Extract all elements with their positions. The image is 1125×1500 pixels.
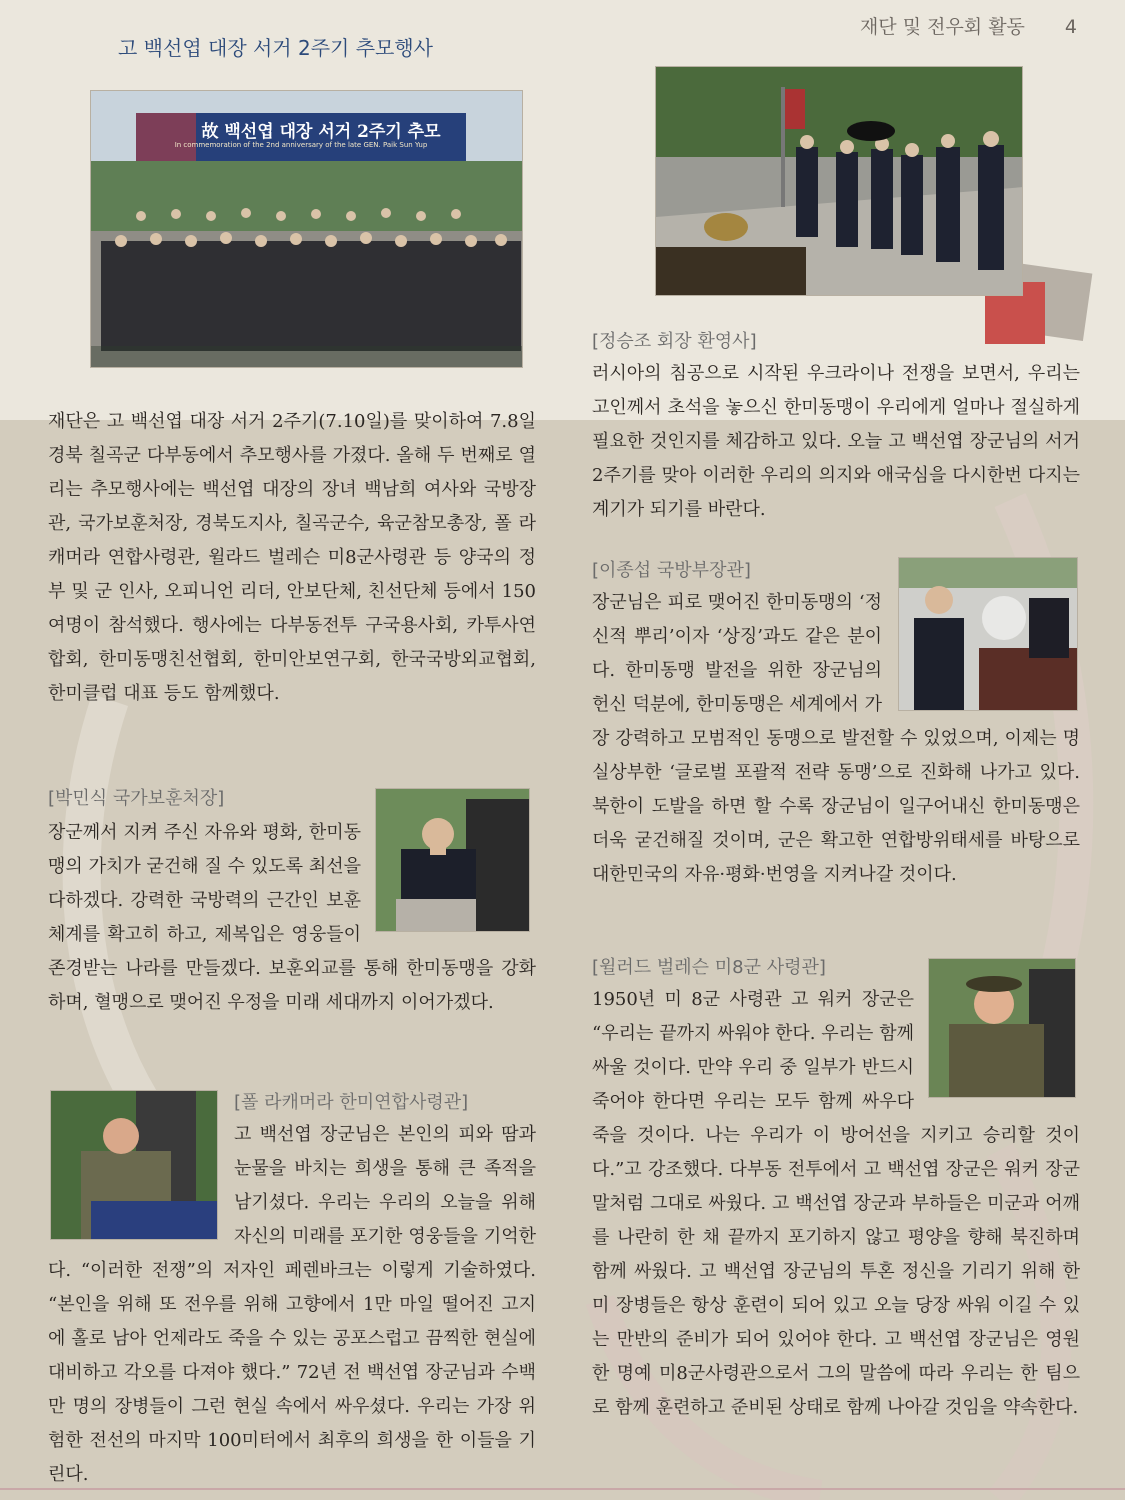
park-paragraph (48, 816, 536, 1020)
burleson-float-spacer (914, 983, 1080, 1105)
group-photo (90, 90, 523, 368)
lee-paragraph (592, 586, 1080, 892)
chung-paragraph: 러시아의 침공으로 시작된 우크라이나 전쟁을 보면서, 우리는 고인께서 초석을 놓으신 한미동맹이 우리에게 얼마나 절실하게 필요한 것인지를 체감하고 있다. 오늘 고 백선엽 장군님의 서거 2주기를 맞아 이러한 우리의 의지와 애국심을 다시한번 다지는 계기가 되기를 바란다. (592, 363, 1080, 520)
page-number: 4 (1064, 16, 1077, 38)
lacamera-paragraph (48, 1118, 536, 1492)
banner-korean: 故 백선엽 대장 서거 2주기 추모 (201, 122, 441, 142)
lee-text: 장군님은 피로 맺어진 한미동맹의 ‘정신적 뿌리’이자 ‘상징’과도 같은 분이다. 한미동맹 발전을 위한 장군님의 헌신 덕분에, 한미동맹은 세계에서 가장 강력하고 모범적인 동맹으로 발전할 수 있었으며, 이제는 명실상부한 ‘글로벌 포괄적 전략 동맹’으로 진화해 나가고 있다. 북한이 도발을 하면 할 수록 장군님이 일구어내신 한미동맹은 더욱 굳건해질 것이며, 군은 확고한 연합방위태세를 바탕으로 대한민국의 자유·평화·번영을 지켜나갈 것이다. (592, 592, 1080, 885)
ceremony-photo (655, 66, 1023, 296)
lee-float-spacer (882, 586, 1080, 711)
burleson-paragraph (592, 983, 1080, 1425)
section-name: 재단 및 전우회 활동 (859, 16, 1025, 38)
lacamera-text: 고 백선엽 장군님은 본인의 피와 땀과 눈물을 바치는 희생을 통해 큰 족적을 남기셨다. 우리는 우리의 오늘을 위해 자신의 미래를 포기한 영웅들을 기억한다. “이러한 전쟁”의 저자인 페렌바크는 이렇게 기술하였다. “본인을 위해 또 전우를 위해 고향에서 1만 마일 떨어진 고지에 홀로 남아 언제라도 죽을 수 있는 공포스럽고 끔찍한 현실에 대비하고 각오를 다져야 했다.” 72년 전 백선엽 장군님과 수백만 명의 장병들이 그런 현실 속에서 싸우셨다. 우리는 가장 위험한 전선의 마지막 100미터에서 최후의 희생을 한 이들을 기린다. (48, 1124, 536, 1485)
intro-paragraph: 재단은 고 백선엽 대장 서거 2주기(7.10일)를 맞이하여 7.8일 경북 칠곡군 다부동에서 추모행사를 가졌다. 올해 두 번째로 열리는 추모행사에는 백선엽 대장의 장녀 백남희 여사와 국방장관, 국가보훈처장, 경북도지사, 칠곡군수, 육군참모총장, 폴 라캐머라 연합사령관, 윌라드 벌레슨 미8군사령관 등 양국의 정부 및 군 인사, 오피니언 리더, 안보단체, 친선단체 등에서 150여명이 참석했다. 행사에는 다부동전투 구국용사회, 카투사연합회, 한미동맹친선협회, 한미안보연구회, 한국국방외교협회, 한미클럽 대표 등도 함께했다. (48, 411, 536, 704)
running-header (860, 12, 1077, 39)
chung-heading: [정승조 회장 환영사] (592, 331, 757, 352)
burleson-heading: [윌러드 벌레슨 미8군 사령관] (592, 957, 826, 978)
park-float-spacer (361, 816, 536, 951)
banner-english: In commemoration of the 2nd anniversary of the late GEN. Paik Sun Yup (174, 141, 428, 149)
lee-heading: [이종섭 국방부장관] (592, 560, 751, 581)
page-title: 고 백선엽 대장 서거 2주기 추모행사 (118, 36, 433, 60)
lacamera-heading: [폴 라캐머라 한미연합사령관] (234, 1092, 469, 1113)
burleson-text: 1950년 미 8군 사령관 고 워커 장군은 “우리는 끝까지 싸워야 한다. 우리는 함께 싸울 것이다. 만약 우리 중 일부가 반드시 죽어야 한다면 우리는 모두 함께 싸우다 죽을 것이다. 나는 우리가 이 방어선을 지키고 승리할 것이다.”고 강조했다. 다부동 전투에서 고 백선엽 장군은 워커 장군 말처럼 그대로 싸웠다. 고 백선엽 장군과 부하들은 미군과 어깨를 나란히 한 채 끝까지 포기하지 않고 평양을 향해 북진하며 함께 싸웠다. 고 백선엽 장군님의 투혼 정신을 기리기 위해 한미 장병들은 항상 훈련이 되어 있고 오늘 당장 싸워 이길 수 있는 만반의 준비가 되어 있어야 한다. 고 백선엽 장군님은 영원한 명예 미8군사령관으로서 그의 말씀에 따라 우리는 한 팀으로 함께 훈련하고 준비된 상태로 함께 나아갈 것임을 약속한다. (592, 989, 1080, 1418)
park-text: 장군께서 지켜 주신 자유와 평화, 한미동맹의 가치가 굳건해 질 수 있도록 최선을 다하겠다. 강력한 국방력의 근간인 보훈 체계를 확고히 하고, 제복입은 영웅들이 존경받는 나라를 만들겠다. 보훈외교를 통해 한미동맹을 강화하며, 혈맹으로 맺어진 우정을 미래 세대까지 이어가겠다. (48, 822, 536, 1013)
park-heading: [박민식 국가보훈처장] (48, 788, 225, 809)
lacamera-float-spacer (48, 1118, 234, 1248)
